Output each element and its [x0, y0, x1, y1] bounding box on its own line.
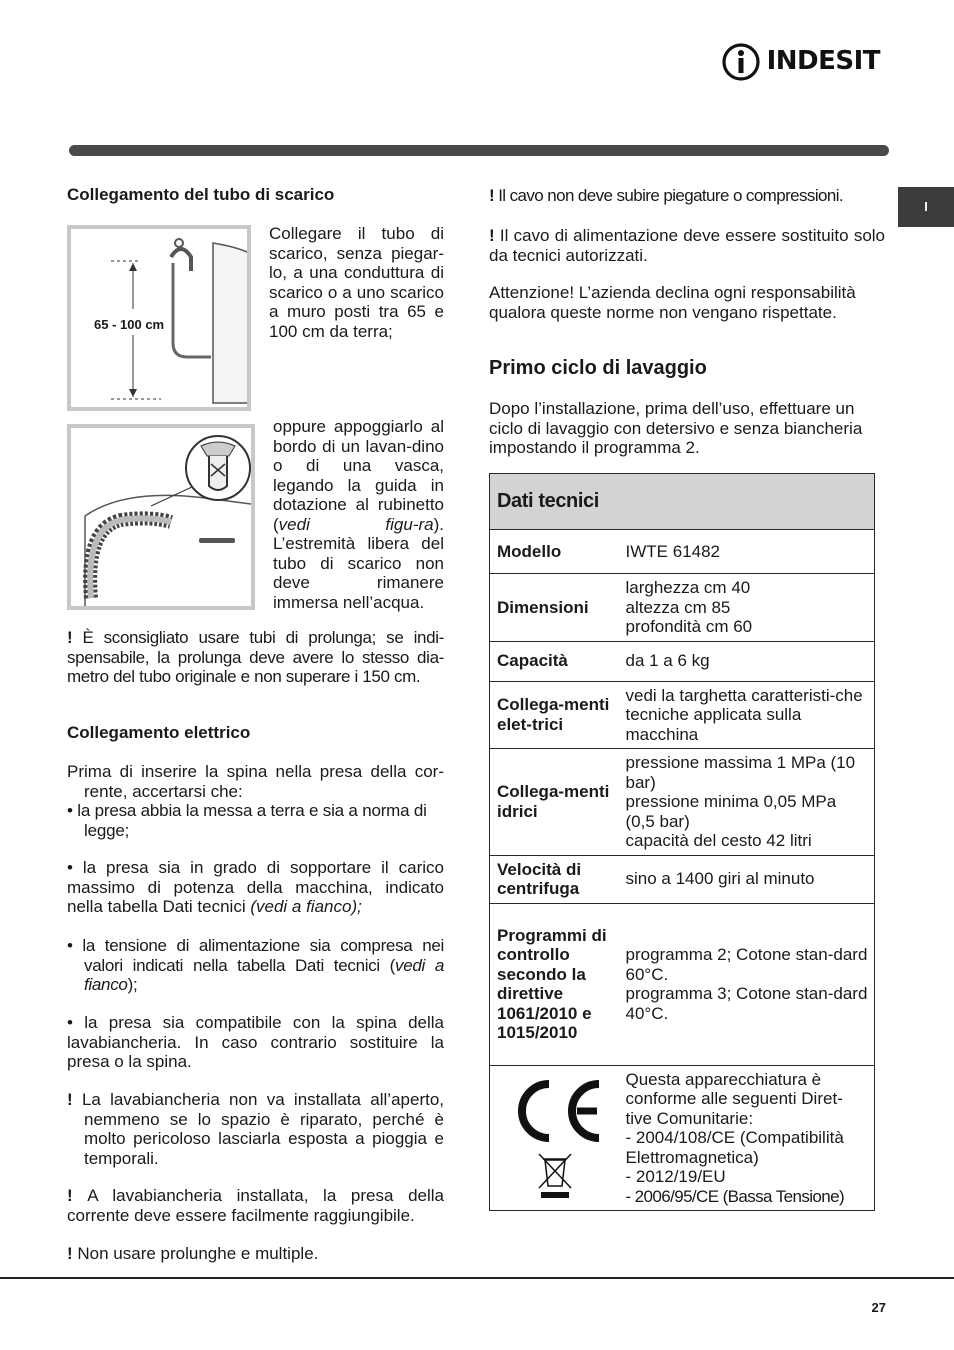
spec-value: programma 2; Cotone stan-dard 60°C. programma 3; Cotone stan-dard 40°C. [620, 903, 875, 1065]
drain-warning: ! È sconsigliato usare tubi di prolunga; se indi-spensabile, la prolunga deve avere lo stesso dia-metro del tubo originale e non superare i 150 cm. [67, 628, 444, 686]
warning-cable-replace: ! Il cavo di alimentazione deve essere sostituito solo da tecnici autorizzati. [489, 226, 885, 265]
drain-section-title: Collegamento del tubo di scarico [67, 185, 335, 204]
first-cycle-text: Dopo l’installazione, prima dell’uso, effettuare un ciclo di lavaggio con detersivo e senza biancheria impostando il programma 2. [489, 399, 863, 457]
table-row [490, 681, 875, 749]
drain-sink-illustration [71, 428, 251, 606]
spec-label: Collega-menti idrici [490, 749, 620, 856]
attention-notice: Attenzione! L’azienda declina ogni responsabilità qualora queste norme non vengano rispettate. [489, 283, 856, 322]
indesit-i-icon [721, 42, 761, 82]
spec-value: larghezza cm 40 altezza cm 85 profondità cm 60 [620, 574, 875, 642]
warning-socket: ! A lavabiancheria installata, la presa della corrente deve essere facilmente raggiungibile. [67, 1186, 444, 1225]
electric-bullet-2: • la presa sia in grado di sopportare il carico massimo di potenza della macchina, indicato nella tabella Dati tecnici (vedi a fianco); [67, 858, 444, 916]
spec-label: Capacità [490, 641, 620, 681]
electric-intro: Prima di inserire la spina nella presa della cor-rente, accertarsi che: [67, 762, 444, 801]
electric-bullet-4: • la presa sia compatibile con la spina della lavabiancheria. In caso contrario sostituire la presa o la spina. [67, 1013, 444, 1071]
footer-divider [0, 1277, 954, 1279]
table-row [490, 530, 875, 574]
electric-bullet-1: • la presa abbia la messa a terra e sia a norma di legge; [67, 801, 427, 840]
spec-value: pressione massima 1 MPa (10 bar) pressione minima 0,05 MPa (0,5 bar) capacità del cesto 42 litri [620, 749, 875, 856]
drain-wall-figure [67, 225, 251, 411]
page-number: 27 [871, 1300, 886, 1315]
spec-label: Collega-menti elet-trici [490, 681, 620, 749]
drain-sink-figure [67, 424, 255, 610]
electric-bullet-3: • la tensione di alimentazione sia compresa nei valori indicati nella tabella Dati tecnici (vedi a fianco); [67, 936, 444, 994]
drain-paragraph-2: oppure appoggiarlo al bordo di un lavan-dino o di una vasca, legando la guida in dotazione al rubinetto (vedi figu-ra). L’estremità libera del tubo di scarico non deve rimanere immersa nell’acqua. [273, 417, 444, 612]
technical-data-table [489, 473, 875, 1211]
header-bar [69, 145, 889, 156]
ce-mark-cell [490, 1065, 620, 1211]
ce-mark-icon [505, 1076, 605, 1146]
spec-value: sino a 1400 giri al minuto [620, 855, 875, 903]
spec-label: Modello [490, 530, 620, 574]
spec-value: IWTE 61482 [620, 530, 875, 574]
language-tab: I [898, 187, 954, 227]
table-row [490, 574, 875, 642]
spec-label: Programmi di controllo secondo la direttive 1061/2010 e 1015/2010 [490, 903, 620, 1065]
warning-extensions: ! Non usare prolunghe e multiple. [67, 1244, 319, 1263]
table-title: Dati tecnici [497, 489, 599, 512]
spec-label: Velocità di centrifuga [490, 855, 620, 903]
spec-value: vedi la targhetta caratteristi-che tecniche applicata sulla macchina [620, 681, 875, 749]
spec-value: da 1 a 6 kg [620, 641, 875, 681]
ce-compliance-text: Questa apparecchiatura è conforme alle seguenti Diret-tive Comunitarie: - 2004/108/CE (Compatibilità Elettromagnetica) - 2012/19/EU - 2006/95/CE (Bassa Tensione) [620, 1065, 875, 1211]
warning-outdoor: ! La lavabiancheria non va installata all’aperto, nemmeno se lo spazio è riparato, perché è molto pericoloso lasciarla esposta a pioggia e temporali. [67, 1090, 445, 1168]
electric-section-title: Collegamento elettrico [67, 723, 251, 742]
drain-paragraph-1: Collegare il tubo di scarico, senza piegar-lo, a una conduttura di scarico o a uno scarico a muro posti tra 65 e 100 cm da terra; [269, 224, 444, 341]
table-row [490, 903, 875, 1065]
table-row [490, 1065, 875, 1211]
table-row [490, 641, 875, 681]
weee-bin-icon [535, 1150, 575, 1200]
spec-label: Dimensioni [490, 574, 620, 642]
height-range-label: 65 - 100 cm [94, 317, 165, 332]
table-row [490, 855, 875, 903]
table-row [490, 749, 875, 856]
first-cycle-title: Primo ciclo di lavaggio [489, 357, 707, 379]
warning-cable-bend: ! Il cavo non deve subire piegature o compressioni. [489, 186, 844, 205]
brand-name: INDESIT [766, 46, 880, 77]
table-header-row [490, 474, 875, 530]
brand-logo [721, 42, 880, 82]
